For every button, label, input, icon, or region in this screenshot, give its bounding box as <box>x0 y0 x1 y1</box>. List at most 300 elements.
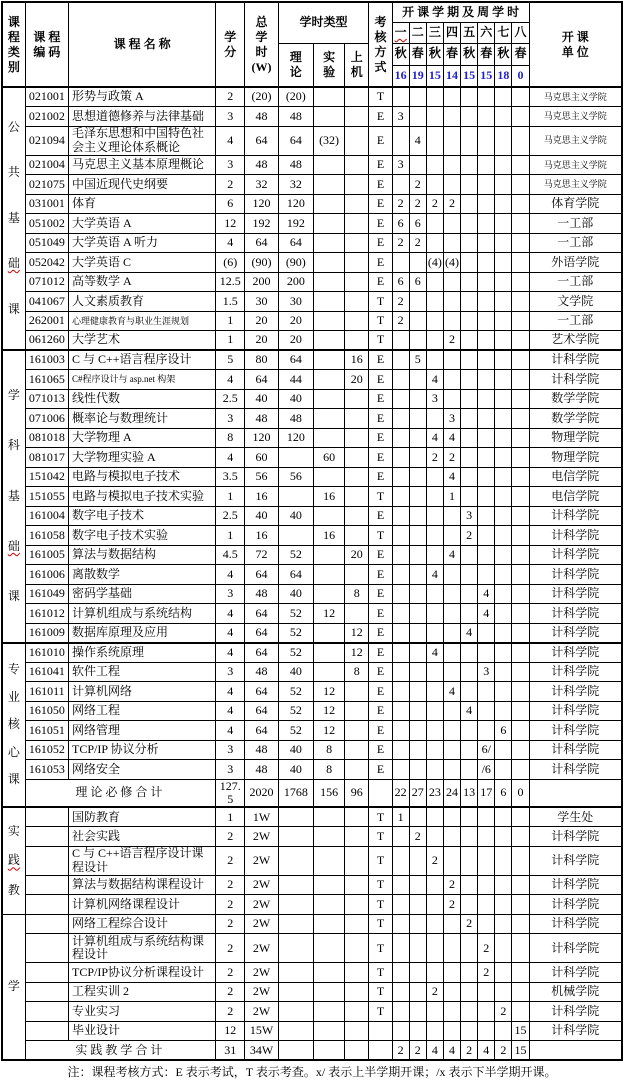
cell-course-name: 操作系统原理 <box>69 643 216 663</box>
cell-unit: 机械学院 <box>529 982 622 1002</box>
cell-course-code <box>25 1021 68 1041</box>
cell-theory-hours <box>278 982 313 1002</box>
cell-semester-4 <box>443 914 460 934</box>
cell-semester-4 <box>443 740 460 760</box>
cell-semester-8 <box>512 350 529 370</box>
cell-semester-7 <box>495 126 512 155</box>
course-row <box>2 448 622 468</box>
cell-lab-hours <box>313 506 344 526</box>
cell-computer-hours <box>345 107 369 127</box>
cell-semester-4 <box>443 350 460 370</box>
cell-semester-1 <box>392 982 409 1002</box>
cell-course-name: 数字电子技术 <box>69 506 216 526</box>
cell-credits: 2 <box>216 934 245 963</box>
course-row <box>2 389 622 409</box>
section-label <box>2 914 25 1060</box>
cell-computer-hours <box>345 1041 369 1061</box>
cell-semester-8 <box>512 253 529 273</box>
cell-semester-3 <box>426 272 443 292</box>
cell-semester-5 <box>461 584 478 604</box>
cell-course-code <box>25 846 68 875</box>
cell-credits: 4.5 <box>216 545 245 565</box>
cell-course-name: 软件工程 <box>69 662 216 682</box>
cell-semester-5 <box>461 875 478 895</box>
cell-semester-7 <box>495 740 512 760</box>
cell-semester-7 <box>495 760 512 780</box>
cell-course-code <box>25 914 68 934</box>
cell-theory-hours: 32 <box>278 175 313 195</box>
section-label-text <box>3 89 25 348</box>
cell-theory-hours: (90) <box>278 253 313 273</box>
section-label-char: 基 <box>7 210 20 225</box>
cell-lab-hours <box>313 584 344 604</box>
cell-semester-2 <box>409 914 426 934</box>
cell-unit: 计科学院 <box>529 721 622 741</box>
cell-assessment: E <box>369 233 392 253</box>
section-label-char: 课 <box>7 301 20 316</box>
cell-semester-6: 4 <box>478 584 495 604</box>
cell-semester-3: 3 <box>426 389 443 409</box>
course-row <box>2 895 622 915</box>
cell-unit: 计科学院 <box>529 350 622 370</box>
cell-semester-6: 4 <box>478 1041 495 1061</box>
cell-computer-hours: 12 <box>345 623 369 643</box>
cell-semester-2 <box>409 370 426 390</box>
cell-total-hours: 64 <box>245 233 278 253</box>
cell-semester-6 <box>478 895 495 915</box>
cell-unit: 计科学院 <box>529 643 622 663</box>
cell-semester-2 <box>409 604 426 624</box>
cell-semester-3 <box>426 623 443 643</box>
cell-semester-3 <box>426 155 443 175</box>
cell-assessment: E <box>369 506 392 526</box>
cell-lab-hours <box>313 467 344 487</box>
cell-semester-5 <box>461 272 478 292</box>
cell-semester-7 <box>495 194 512 214</box>
cell-semester-6 <box>478 214 495 234</box>
semester-ordinal-1 <box>392 22 409 43</box>
cell-lab-hours: 12 <box>313 701 344 721</box>
cell-semester-6: 2 <box>478 963 495 983</box>
cell-semester-3 <box>426 963 443 983</box>
semester-weekly-hours-8: 0 <box>512 65 529 87</box>
cell-semester-6 <box>478 311 495 331</box>
cell-semester-1: 2 <box>392 311 409 331</box>
cell-semester-8 <box>512 506 529 526</box>
cell-semester-3 <box>426 760 443 780</box>
cell-assessment: E <box>369 175 392 195</box>
semester-ordinal-text: 一 <box>394 24 407 39</box>
cell-course-name: 心理健康教育与职业生涯规划 <box>69 311 216 331</box>
cell-semester-7: 6 <box>495 721 512 741</box>
semester-weekly-hours-7: 18 <box>495 65 512 87</box>
cell-total-hours: 2W <box>245 827 278 847</box>
section-label-text <box>3 649 25 801</box>
cell-semester-8 <box>512 370 529 390</box>
section-label <box>2 643 25 808</box>
cell-assessment: E <box>369 350 392 370</box>
header-unit: 开 课 单 位 <box>529 2 622 87</box>
cell-course-code <box>25 895 68 915</box>
cell-semester-7 <box>495 1021 512 1041</box>
semester-season-6: 春 <box>478 43 495 65</box>
cell-semester-7 <box>495 107 512 127</box>
cell-computer-hours <box>345 914 369 934</box>
cell-lab-hours: (32) <box>313 126 344 155</box>
cell-semester-2: 5 <box>409 350 426 370</box>
cell-semester-4 <box>443 175 460 195</box>
cell-semester-1: 2 <box>392 292 409 312</box>
cell-lab-hours <box>313 875 344 895</box>
cell-theory-hours <box>278 487 313 507</box>
cell-semester-1 <box>392 253 409 273</box>
section-label-char: 心 <box>7 744 20 759</box>
cell-total-hours: 64 <box>245 370 278 390</box>
cell-semester-4 <box>443 721 460 741</box>
cell-assessment: T <box>369 827 392 847</box>
cell-semester-3: 2 <box>426 448 443 468</box>
cell-semester-3: 2 <box>426 982 443 1002</box>
summary-label: 实践教学合计 <box>25 1041 216 1061</box>
cell-semester-2: 27 <box>409 779 426 807</box>
cell-semester-4 <box>443 963 460 983</box>
cell-course-code: 021004 <box>25 155 68 175</box>
cell-theory-hours: 120 <box>278 428 313 448</box>
cell-semester-8 <box>512 565 529 585</box>
cell-course-code: 161003 <box>25 350 68 370</box>
cell-lab-hours <box>313 982 344 1002</box>
cell-semester-3: 2 <box>426 194 443 214</box>
cell-semester-4 <box>443 389 460 409</box>
cell-assessment: E <box>369 584 392 604</box>
cell-semester-2 <box>409 448 426 468</box>
cell-assessment: E <box>369 214 392 234</box>
cell-semester-6 <box>478 233 495 253</box>
section-label-char: 础 <box>7 256 20 271</box>
cell-semester-2 <box>409 428 426 448</box>
cell-semester-2 <box>409 846 426 875</box>
cell-assessment: E <box>369 682 392 702</box>
cell-total-hours: 48 <box>245 409 278 429</box>
cell-course-name: 概率论与数理统计 <box>69 409 216 429</box>
cell-semester-2 <box>409 87 426 107</box>
cell-semester-4 <box>443 565 460 585</box>
cell-course-name: 专业实习 <box>69 1002 216 1022</box>
semester-ordinal-3: 三 <box>426 22 443 43</box>
cell-course-name: 网络管理 <box>69 721 216 741</box>
cell-total-hours: 72 <box>245 545 278 565</box>
cell-semester-7 <box>495 272 512 292</box>
section-label-char: 共 <box>7 165 20 180</box>
cell-semester-7: 2 <box>495 1041 512 1061</box>
cell-semester-4 <box>443 623 460 643</box>
cell-assessment: T <box>369 875 392 895</box>
cell-course-code <box>25 982 68 1002</box>
cell-semester-3: 4 <box>426 1041 443 1061</box>
cell-semester-2 <box>409 875 426 895</box>
section-label-char: 实 <box>7 824 20 839</box>
cell-semester-4 <box>443 982 460 1002</box>
cell-assessment <box>369 1041 392 1061</box>
cell-semester-3 <box>426 409 443 429</box>
cell-semester-2 <box>409 253 426 273</box>
section-label-text <box>3 352 25 641</box>
cell-semester-5 <box>461 409 478 429</box>
cell-credits: 2 <box>216 846 245 875</box>
cell-credits: 4 <box>216 604 245 624</box>
cell-course-name: 算法与数据结构课程设计 <box>69 875 216 895</box>
semester-season-7: 秋 <box>495 43 512 65</box>
cell-semester-2 <box>409 662 426 682</box>
cell-semester-3 <box>426 467 443 487</box>
cell-semester-5: 3 <box>461 506 478 526</box>
semester-ordinal-5: 五 <box>461 22 478 43</box>
cell-semester-4 <box>443 107 460 127</box>
cell-semester-8 <box>512 701 529 721</box>
cell-semester-7 <box>495 87 512 107</box>
cell-lab-hours: 12 <box>313 604 344 624</box>
cell-semester-2: 2 <box>409 1041 426 1061</box>
cell-semester-3 <box>426 175 443 195</box>
cell-unit: 数学学院 <box>529 409 622 429</box>
cell-semester-8 <box>512 914 529 934</box>
course-row <box>2 87 622 107</box>
cell-semester-6 <box>478 807 495 827</box>
cell-assessment: T <box>369 982 392 1002</box>
cell-semester-8 <box>512 175 529 195</box>
cell-assessment: T <box>369 895 392 915</box>
cell-lab-hours <box>313 292 344 312</box>
cell-unit: 电信学院 <box>529 487 622 507</box>
cell-computer-hours <box>345 721 369 741</box>
cell-semester-2 <box>409 409 426 429</box>
cell-total-hours: 16 <box>245 487 278 507</box>
cell-assessment: E <box>369 155 392 175</box>
cell-course-code: 021001 <box>25 87 68 107</box>
cell-lab-hours <box>313 662 344 682</box>
cell-assessment: E <box>369 107 392 127</box>
cell-computer-hours <box>345 506 369 526</box>
cell-semester-4 <box>443 1021 460 1041</box>
cell-lab-hours <box>313 214 344 234</box>
cell-theory-hours: 52 <box>278 623 313 643</box>
cell-semester-7 <box>495 467 512 487</box>
cell-semester-7: 2 <box>495 1002 512 1022</box>
cell-semester-5 <box>461 740 478 760</box>
cell-semester-1 <box>392 448 409 468</box>
cell-semester-7 <box>495 604 512 624</box>
cell-lab-hours <box>313 331 344 351</box>
cell-lab-hours <box>313 846 344 875</box>
cell-semester-1 <box>392 526 409 546</box>
cell-semester-7 <box>495 292 512 312</box>
cell-computer-hours <box>345 467 369 487</box>
cell-course-code: 151055 <box>25 487 68 507</box>
cell-unit: 一工部 <box>529 214 622 234</box>
cell-total-hours: 64 <box>245 682 278 702</box>
cell-lab-hours <box>313 963 344 983</box>
cell-computer-hours <box>345 389 369 409</box>
cell-semester-3 <box>426 350 443 370</box>
cell-lab-hours <box>313 107 344 127</box>
cell-course-name: 大学英语 A <box>69 214 216 234</box>
cell-semester-5 <box>461 760 478 780</box>
cell-semester-8 <box>512 682 529 702</box>
cell-semester-6 <box>478 467 495 487</box>
course-row <box>2 934 622 963</box>
cell-theory-hours <box>278 1002 313 1022</box>
cell-semester-2 <box>409 107 426 127</box>
cell-semester-6 <box>478 846 495 875</box>
cell-semester-8 <box>512 389 529 409</box>
cell-semester-7 <box>495 875 512 895</box>
cell-semester-6 <box>478 253 495 273</box>
course-row <box>2 155 622 175</box>
cell-unit: 计科学院 <box>529 604 622 624</box>
cell-course-code: 151042 <box>25 467 68 487</box>
cell-semester-8 <box>512 467 529 487</box>
cell-credits: 3 <box>216 409 245 429</box>
cell-computer-hours <box>345 87 369 107</box>
cell-semester-5 <box>461 934 478 963</box>
cell-semester-6: 3 <box>478 662 495 682</box>
semester-weekly-hours-1: 16 <box>392 65 409 87</box>
cell-total-hours: 20 <box>245 331 278 351</box>
cell-semester-4 <box>443 827 460 847</box>
cell-course-code: 161049 <box>25 584 68 604</box>
footnote: 注：课程考核方式：E 表示考试，T 表示考查。x/ 表示上半学期开课；/x 表示下半学期开课。 <box>67 1065 557 1080</box>
cell-semester-6 <box>478 87 495 107</box>
cell-theory-hours: 40 <box>278 584 313 604</box>
cell-semester-1 <box>392 126 409 155</box>
cell-computer-hours <box>345 428 369 448</box>
cell-computer-hours <box>345 233 369 253</box>
cell-semester-5 <box>461 662 478 682</box>
course-row <box>2 311 622 331</box>
cell-semester-8 <box>512 643 529 663</box>
cell-semester-6 <box>478 175 495 195</box>
cell-semester-6 <box>478 545 495 565</box>
cell-total-hours: 64 <box>245 565 278 585</box>
cell-theory-hours: 48 <box>278 409 313 429</box>
cell-computer-hours: 20 <box>345 370 369 390</box>
course-row <box>2 233 622 253</box>
cell-semester-2 <box>409 721 426 741</box>
cell-course-code: 161050 <box>25 701 68 721</box>
cell-semester-8 <box>512 545 529 565</box>
cell-unit <box>529 1041 622 1061</box>
cell-semester-1: 6 <box>392 214 409 234</box>
cell-lab-hours <box>313 827 344 847</box>
cell-semester-5 <box>461 389 478 409</box>
cell-total-hours: 2W <box>245 963 278 983</box>
cell-credits: 6 <box>216 194 245 214</box>
cell-semester-6 <box>478 827 495 847</box>
cell-assessment: E <box>369 428 392 448</box>
cell-semester-5 <box>461 565 478 585</box>
cell-semester-6 <box>478 350 495 370</box>
cell-semester-8 <box>512 934 529 963</box>
section-label-char: 础 <box>7 538 20 553</box>
cell-semester-7 <box>495 584 512 604</box>
cell-theory-hours: 40 <box>278 760 313 780</box>
cell-assessment: E <box>369 409 392 429</box>
cell-theory-hours: 30 <box>278 292 313 312</box>
cell-semester-3 <box>426 1002 443 1022</box>
cell-semester-7 <box>495 350 512 370</box>
course-row <box>2 107 622 127</box>
cell-lab-hours: 12 <box>313 682 344 702</box>
cell-semester-2 <box>409 963 426 983</box>
cell-credits: 31 <box>216 1041 245 1061</box>
section-label-text <box>3 810 25 913</box>
cell-credits: 2.5 <box>216 506 245 526</box>
cell-semester-8 <box>512 895 529 915</box>
cell-course-code: 161009 <box>25 623 68 643</box>
cell-semester-5: 2 <box>461 1041 478 1061</box>
cell-semester-1 <box>392 1021 409 1041</box>
cell-course-code: 161004 <box>25 506 68 526</box>
cell-theory-hours <box>278 827 313 847</box>
cell-semester-6 <box>478 623 495 643</box>
cell-lab-hours <box>313 807 344 827</box>
cell-unit: 计科学院 <box>529 1002 622 1022</box>
cell-course-name: 电路与模拟电子技术实验 <box>69 487 216 507</box>
header-computer: 上 机 <box>345 43 369 87</box>
cell-lab-hours <box>313 155 344 175</box>
cell-course-code: 021094 <box>25 126 68 155</box>
cell-course-code: 161011 <box>25 682 68 702</box>
cell-course-name: 毕业设计 <box>69 1021 216 1041</box>
cell-semester-4 <box>443 370 460 390</box>
cell-semester-3 <box>426 545 443 565</box>
cell-course-code: 021075 <box>25 175 68 195</box>
cell-total-hours: (90) <box>245 253 278 273</box>
semester-weekly-hours-4: 14 <box>443 65 460 87</box>
cell-credits: 1.5 <box>216 292 245 312</box>
cell-semester-7 <box>495 701 512 721</box>
cell-course-name: 计算机网络课程设计 <box>69 895 216 915</box>
cell-theory-hours <box>278 1041 313 1061</box>
cell-semester-3 <box>426 292 443 312</box>
cell-semester-3 <box>426 1021 443 1041</box>
cell-course-code <box>25 875 68 895</box>
cell-semester-7 <box>495 934 512 963</box>
cell-semester-7 <box>495 827 512 847</box>
cell-assessment: E <box>369 126 392 155</box>
cell-total-hours: 64 <box>245 721 278 741</box>
cell-semester-4: 2 <box>443 331 460 351</box>
cell-credits: 4 <box>216 126 245 155</box>
cell-semester-4 <box>443 155 460 175</box>
cell-semester-6 <box>478 409 495 429</box>
cell-credits: 12.5 <box>216 272 245 292</box>
cell-total-hours: 2W <box>245 914 278 934</box>
cell-theory-hours: 64 <box>278 233 313 253</box>
cell-credits: 1 <box>216 807 245 827</box>
cell-unit: 计科学院 <box>529 506 622 526</box>
cell-semester-6 <box>478 1021 495 1041</box>
cell-credits: 2 <box>216 895 245 915</box>
cell-semester-7 <box>495 807 512 827</box>
course-row <box>2 875 622 895</box>
cell-assessment: E <box>369 740 392 760</box>
cell-semester-5 <box>461 1021 478 1041</box>
cell-lab-hours: 16 <box>313 526 344 546</box>
cell-course-code: 081017 <box>25 448 68 468</box>
cell-total-hours: 48 <box>245 760 278 780</box>
semester-weekly-hours-3: 15 <box>426 65 443 87</box>
